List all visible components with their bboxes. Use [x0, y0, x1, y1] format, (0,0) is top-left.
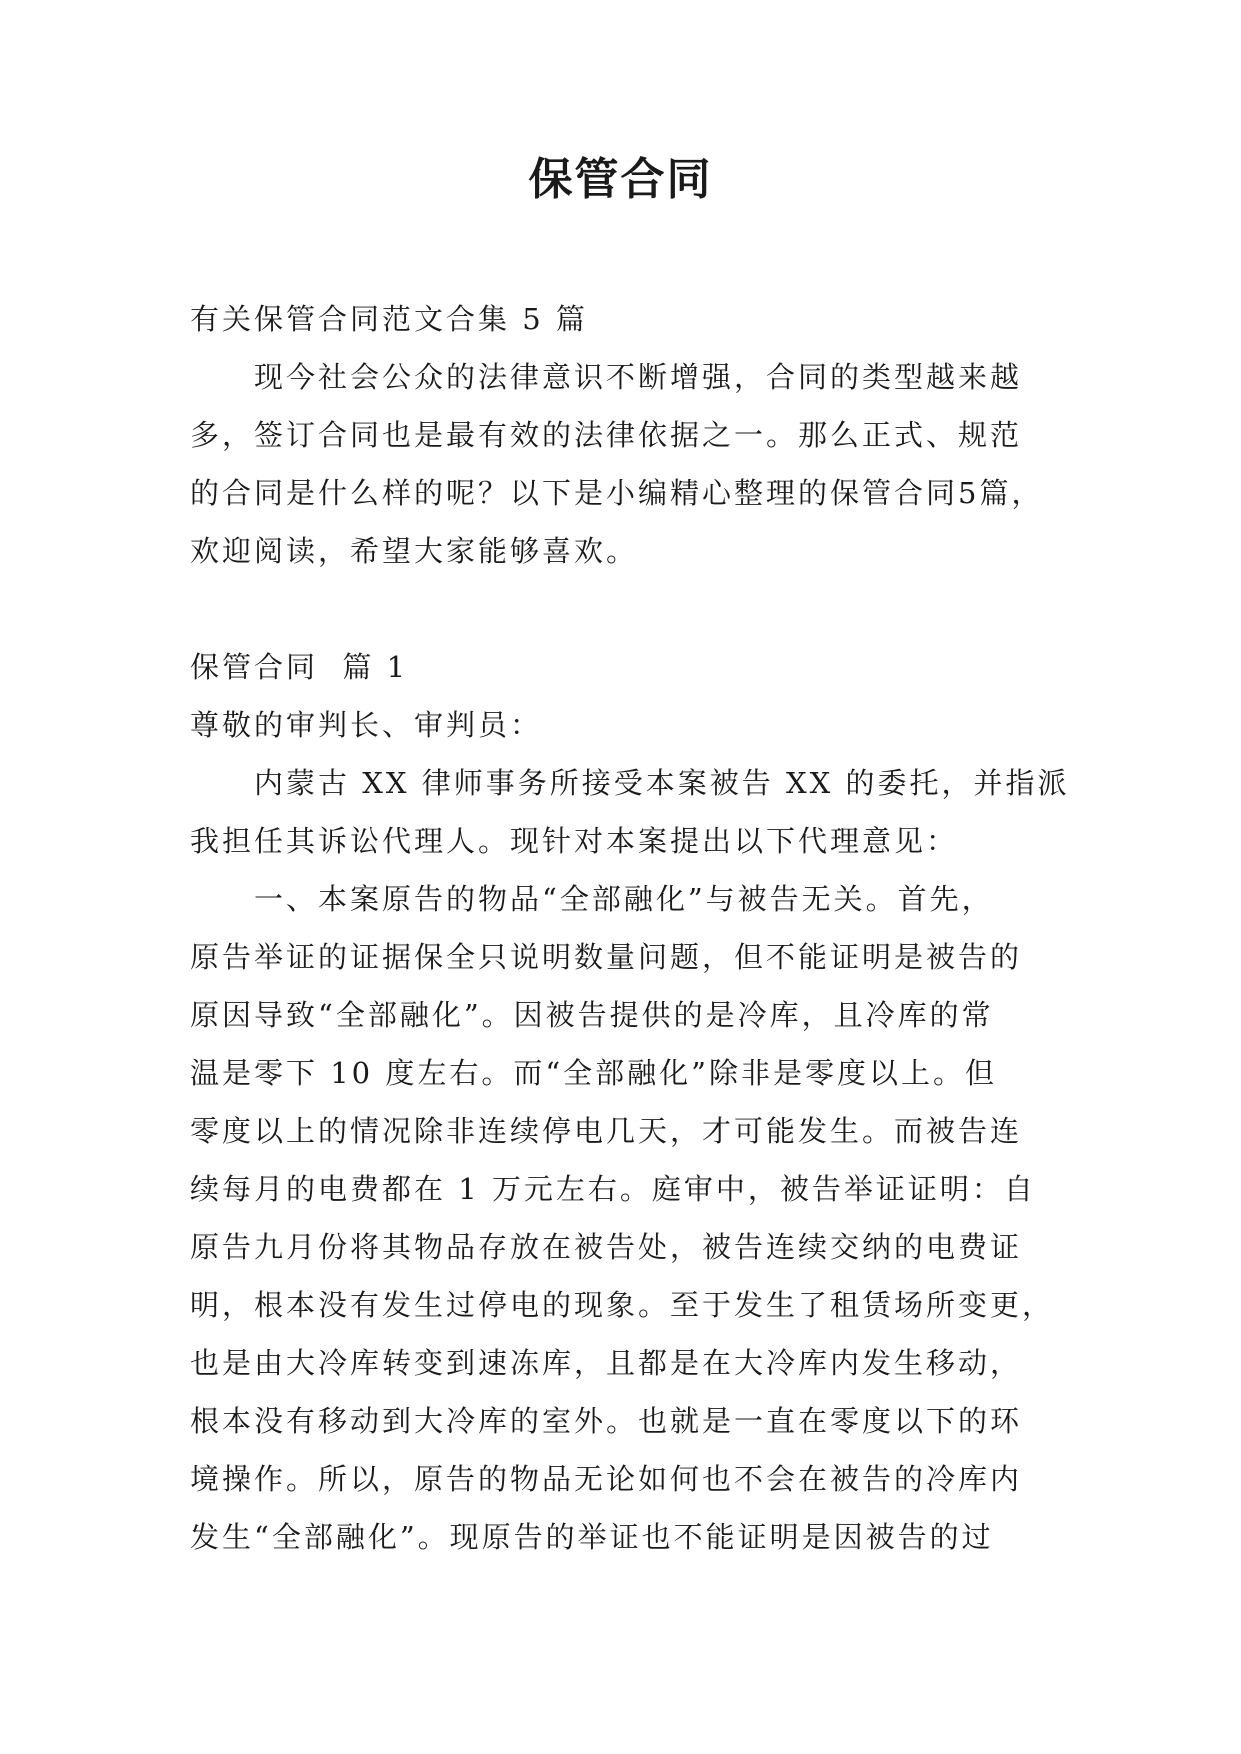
section-heading: 保管合同 篇 1	[190, 650, 409, 684]
paragraph-line: 原告九月份将其物品存放在被告处，被告连续交纳的电费证	[190, 1230, 1023, 1264]
intro-line: 欢迎阅读，希望大家能够喜欢。	[190, 534, 639, 568]
intro-line: 现今社会公众的法律意识不断增强，合同的类型越来越	[254, 360, 1023, 394]
paragraph-line: 零度以上的情况除非连续停电几天，才可能发生。而被告连	[190, 1114, 1023, 1148]
paragraph-line: 原告举证的证据保全只说明数量问题，但不能证明是被告的	[190, 940, 1023, 974]
paragraph-line: 根本没有移动到大冷库的室外。也就是一直在零度以下的环	[190, 1404, 1023, 1438]
paragraph-1	[190, 754, 1070, 870]
paragraph-2	[190, 870, 1060, 1566]
intro-line: 的合同是什么样的呢？以下是小编精心整理的保管合同5篇，	[190, 476, 1044, 510]
document-body	[190, 290, 1070, 1566]
paragraph-line: 我担任其诉讼代理人。现针对本案提出以下代理意见：	[190, 824, 959, 858]
paragraph-line: 续每月的电费都在 1 万元左右。庭审中，被告举证证明：自	[190, 1172, 1036, 1206]
paragraph-line: 内蒙古 XX 律师事务所接受本案被告 XX 的委托，并指派	[254, 766, 1070, 800]
document-subtitle: 有关保管合同范文合集 5 篇	[190, 302, 588, 336]
paragraph-line: 温是零下 10 度左右。而“全部融化”除非是零度以上。但	[190, 1056, 997, 1090]
paragraph-line: 一、本案原告的物品“全部融化”与被告无关。首先，	[254, 882, 994, 916]
intro-line: 多，签订合同也是最有效的法律依据之一。那么正式、规范	[190, 418, 1023, 452]
intro-paragraph	[190, 348, 1060, 580]
paragraph-line: 发生“全部融化”。现原告的举证也不能证明是因被告的过	[190, 1520, 994, 1554]
paragraph-line: 原因导致“全部融化”。因被告提供的是冷库，且冷库的常	[190, 998, 994, 1032]
paragraph-gap	[190, 580, 1060, 638]
document-title: 保管合同	[528, 154, 713, 205]
paragraph-line: 也是由大冷库转变到速冻库，且都是在大冷库内发生移动，	[190, 1346, 1023, 1380]
paragraph-line: 境操作。所以，原告的物品无论如何也不会在被告的冷库内	[190, 1462, 1023, 1496]
salutation: 尊敬的审判长、审判员：	[190, 708, 543, 742]
paragraph-line: 明，根本没有发生过停电的现象。至于发生了租赁场所变更，	[190, 1288, 1055, 1322]
